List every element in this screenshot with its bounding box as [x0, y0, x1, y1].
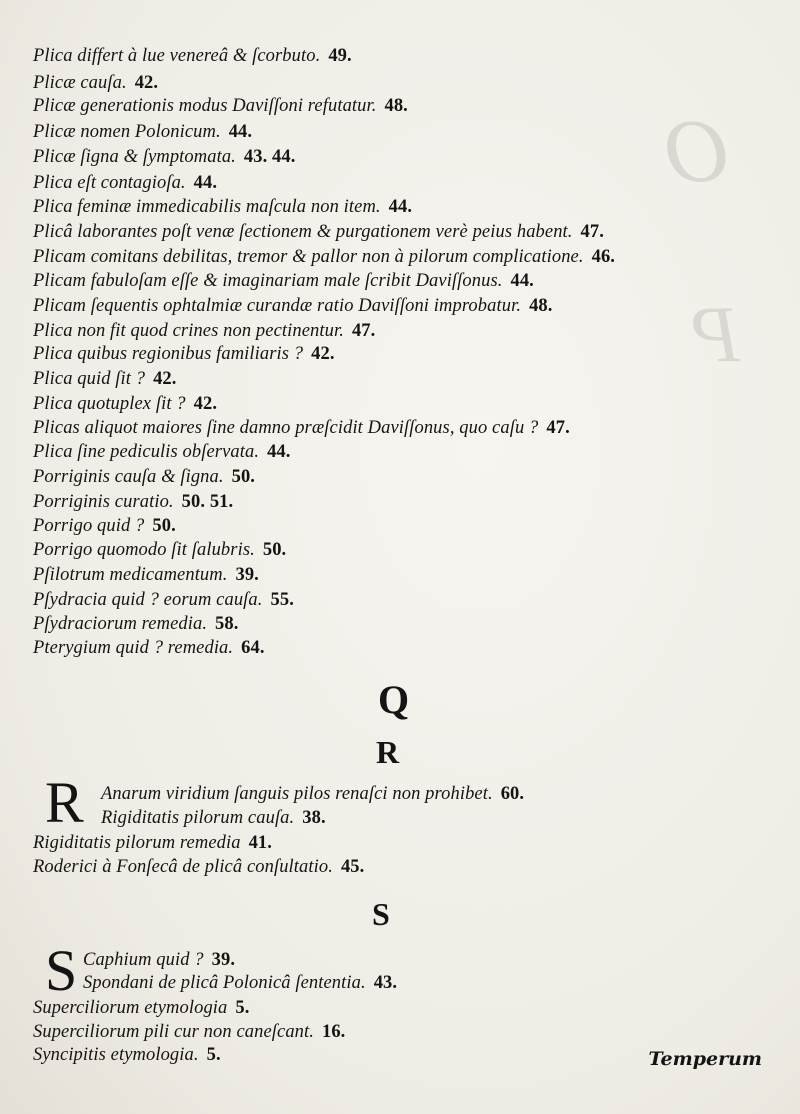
entry-page-number: 38. — [302, 808, 326, 828]
entry-page-number: 42. — [311, 344, 335, 364]
entry-page-number: 46. — [591, 247, 616, 267]
entry-page-number: 48. — [529, 296, 553, 316]
entry-page-number: 64. — [241, 638, 265, 658]
entry-text: Plica quibus regionibus familiaris ? — [33, 344, 304, 364]
index-entry — [33, 369, 177, 390]
index-entry — [101, 784, 524, 805]
entry-page-number: 50. 51. — [181, 492, 234, 512]
index-entry — [33, 147, 295, 168]
index-entry — [33, 271, 534, 292]
entry-text: Roderici à Fonſecâ de plicâ conſultatio. — [33, 857, 333, 877]
entry-text: Syncipitis etymologia. — [33, 1045, 199, 1065]
entry-page-number: 44. — [228, 122, 253, 142]
entry-page-number: 5. — [235, 998, 250, 1018]
entry-page-number: 44. — [193, 173, 218, 193]
entry-text: Plica non fit quod crines non pectinentur. — [33, 321, 344, 341]
index-entry — [33, 833, 272, 854]
entry-page-number: 44. — [388, 197, 413, 217]
index-entry — [33, 394, 217, 415]
entry-text: Plicæ ſigna & ſymptomata. — [33, 147, 236, 167]
entry-page-number: 42. — [193, 394, 218, 414]
entry-page-number: 50. — [231, 467, 256, 487]
section-heading-s: S — [372, 896, 390, 932]
entry-text: Plica quid ſit ? — [33, 369, 146, 389]
entry-text: Caphium quid ? — [83, 950, 204, 970]
entry-text: Plicam fabuloſam eſſe & imaginariam male ſcribit Daviſſonus. — [33, 271, 503, 291]
entry-text: Plica feminæ immedicabilis maſcula non item. — [33, 197, 381, 217]
index-entry — [33, 614, 238, 635]
entry-page-number: 39. — [211, 950, 236, 970]
index-entry — [33, 344, 335, 365]
entry-page-number: 43. 44. — [243, 147, 296, 167]
entry-page-number: 50. — [262, 540, 287, 560]
entry-text: Plicam comitans debilitas, tremor & pallor non à pilorum complicatione. — [33, 247, 584, 267]
entry-text: Spondani de plicâ Polonicâ ſententia. — [83, 973, 366, 993]
bleed-through-text: O P — [665, 102, 740, 379]
index-entry — [33, 467, 255, 488]
catchword: Temperum — [648, 1048, 762, 1070]
entry-text: Superciliorum etymologia — [33, 998, 228, 1018]
entry-text: Pterygium quid ? remedia. — [33, 638, 234, 658]
index-entry — [33, 565, 259, 586]
index-entry — [33, 418, 570, 439]
entry-text: Plica eſt contagioſa. — [33, 173, 186, 193]
entry-text: Porriginis curatio. — [33, 492, 174, 512]
entry-text: Superciliorum pili cur non caneſcant. — [33, 1022, 314, 1042]
entry-page-number: 47. — [351, 321, 376, 341]
entry-page-number: 55. — [270, 590, 294, 610]
entry-text: Plicæ generationis modus Daviſſoni refutatur. — [33, 96, 377, 116]
entry-text: Pſilotrum medicamentum. — [33, 565, 228, 585]
index-entry — [33, 46, 352, 67]
entry-page-number: 47. — [546, 418, 570, 438]
index-entry — [101, 808, 326, 829]
entry-page-number: 42. — [153, 369, 177, 389]
index-entry — [33, 122, 252, 143]
entry-page-number: 44. — [510, 271, 534, 291]
entry-text: Porriginis cauſa & ſigna. — [33, 467, 224, 487]
index-entry — [33, 321, 375, 342]
index-entry — [33, 492, 233, 513]
index-entry — [33, 197, 412, 218]
entry-text: Porrigo quomodo ſit ſalubris. — [33, 540, 255, 560]
index-entry — [33, 96, 408, 117]
entry-text: Plicæ nomen Polonicum. — [33, 122, 221, 142]
entry-page-number: 47. — [580, 222, 604, 242]
entry-page-number: 45. — [340, 857, 365, 877]
entry-text: Porrigo quid ? — [33, 516, 145, 536]
index-entry — [33, 590, 294, 611]
index-entry — [33, 540, 286, 561]
entry-page-number: 43. — [373, 973, 398, 993]
entry-text: Pſydraciorum remedia. — [33, 614, 208, 634]
entry-page-number: 48. — [384, 96, 408, 116]
index-entry — [33, 1045, 221, 1066]
entry-text: Plicam ſequentis ophtalmiæ curandæ ratio Daviſſoni improbatur. — [33, 296, 522, 316]
entry-text: Plica differt à lue venereâ & ſcorbuto. — [33, 46, 321, 66]
section-heading-q: Q — [378, 677, 410, 722]
index-entry — [33, 442, 291, 463]
entry-page-number: 49. — [328, 46, 352, 66]
entry-page-number: 58. — [215, 614, 239, 634]
entry-text: Anarum viridium ſanguis pilos renaſci non prohibet. — [101, 784, 493, 804]
entry-text: Plicæ cauſa. — [33, 73, 127, 93]
entry-page-number: 5. — [206, 1045, 221, 1065]
drop-cap-r: R — [45, 770, 84, 835]
index-entry — [33, 296, 553, 317]
entry-page-number: 60. — [500, 784, 525, 804]
entry-page-number: 42. — [134, 73, 159, 93]
entry-page-number: 39. — [235, 565, 259, 585]
entry-page-number: 16. — [321, 1022, 346, 1042]
entry-text: Plica quotuplex ſit ? — [33, 394, 186, 414]
entry-page-number: 44. — [267, 442, 291, 462]
index-entry — [83, 950, 235, 971]
entry-text: Plicas aliquot maiores ſine damno præſcidit Daviſſonus, quo caſu ? — [33, 418, 539, 438]
drop-cap-s: S — [45, 938, 78, 1003]
entry-text: Rigiditatis pilorum cauſa. — [101, 808, 295, 828]
index-entry — [33, 73, 158, 94]
index-entry — [33, 173, 217, 194]
entry-text: Plicâ laborantes poſt venæ ſectionem & purgationem verè peius habent. — [33, 222, 573, 242]
index-entry — [33, 998, 249, 1019]
entry-page-number: 50. — [152, 516, 176, 536]
index-entry — [33, 638, 265, 659]
index-entry — [33, 857, 364, 878]
index-entry — [33, 247, 615, 268]
entry-text: Rigiditatis pilorum remedia — [33, 833, 241, 853]
index-entry — [33, 222, 604, 243]
index-entry — [83, 973, 397, 994]
section-heading-r: R — [376, 734, 400, 770]
index-entry — [33, 1022, 345, 1043]
entry-page-number: 41. — [248, 833, 273, 853]
index-entry — [33, 516, 176, 537]
entry-text: Plica ſine pediculis obſervata. — [33, 442, 260, 462]
entry-text: Pſydracia quid ? eorum cauſa. — [33, 590, 263, 610]
